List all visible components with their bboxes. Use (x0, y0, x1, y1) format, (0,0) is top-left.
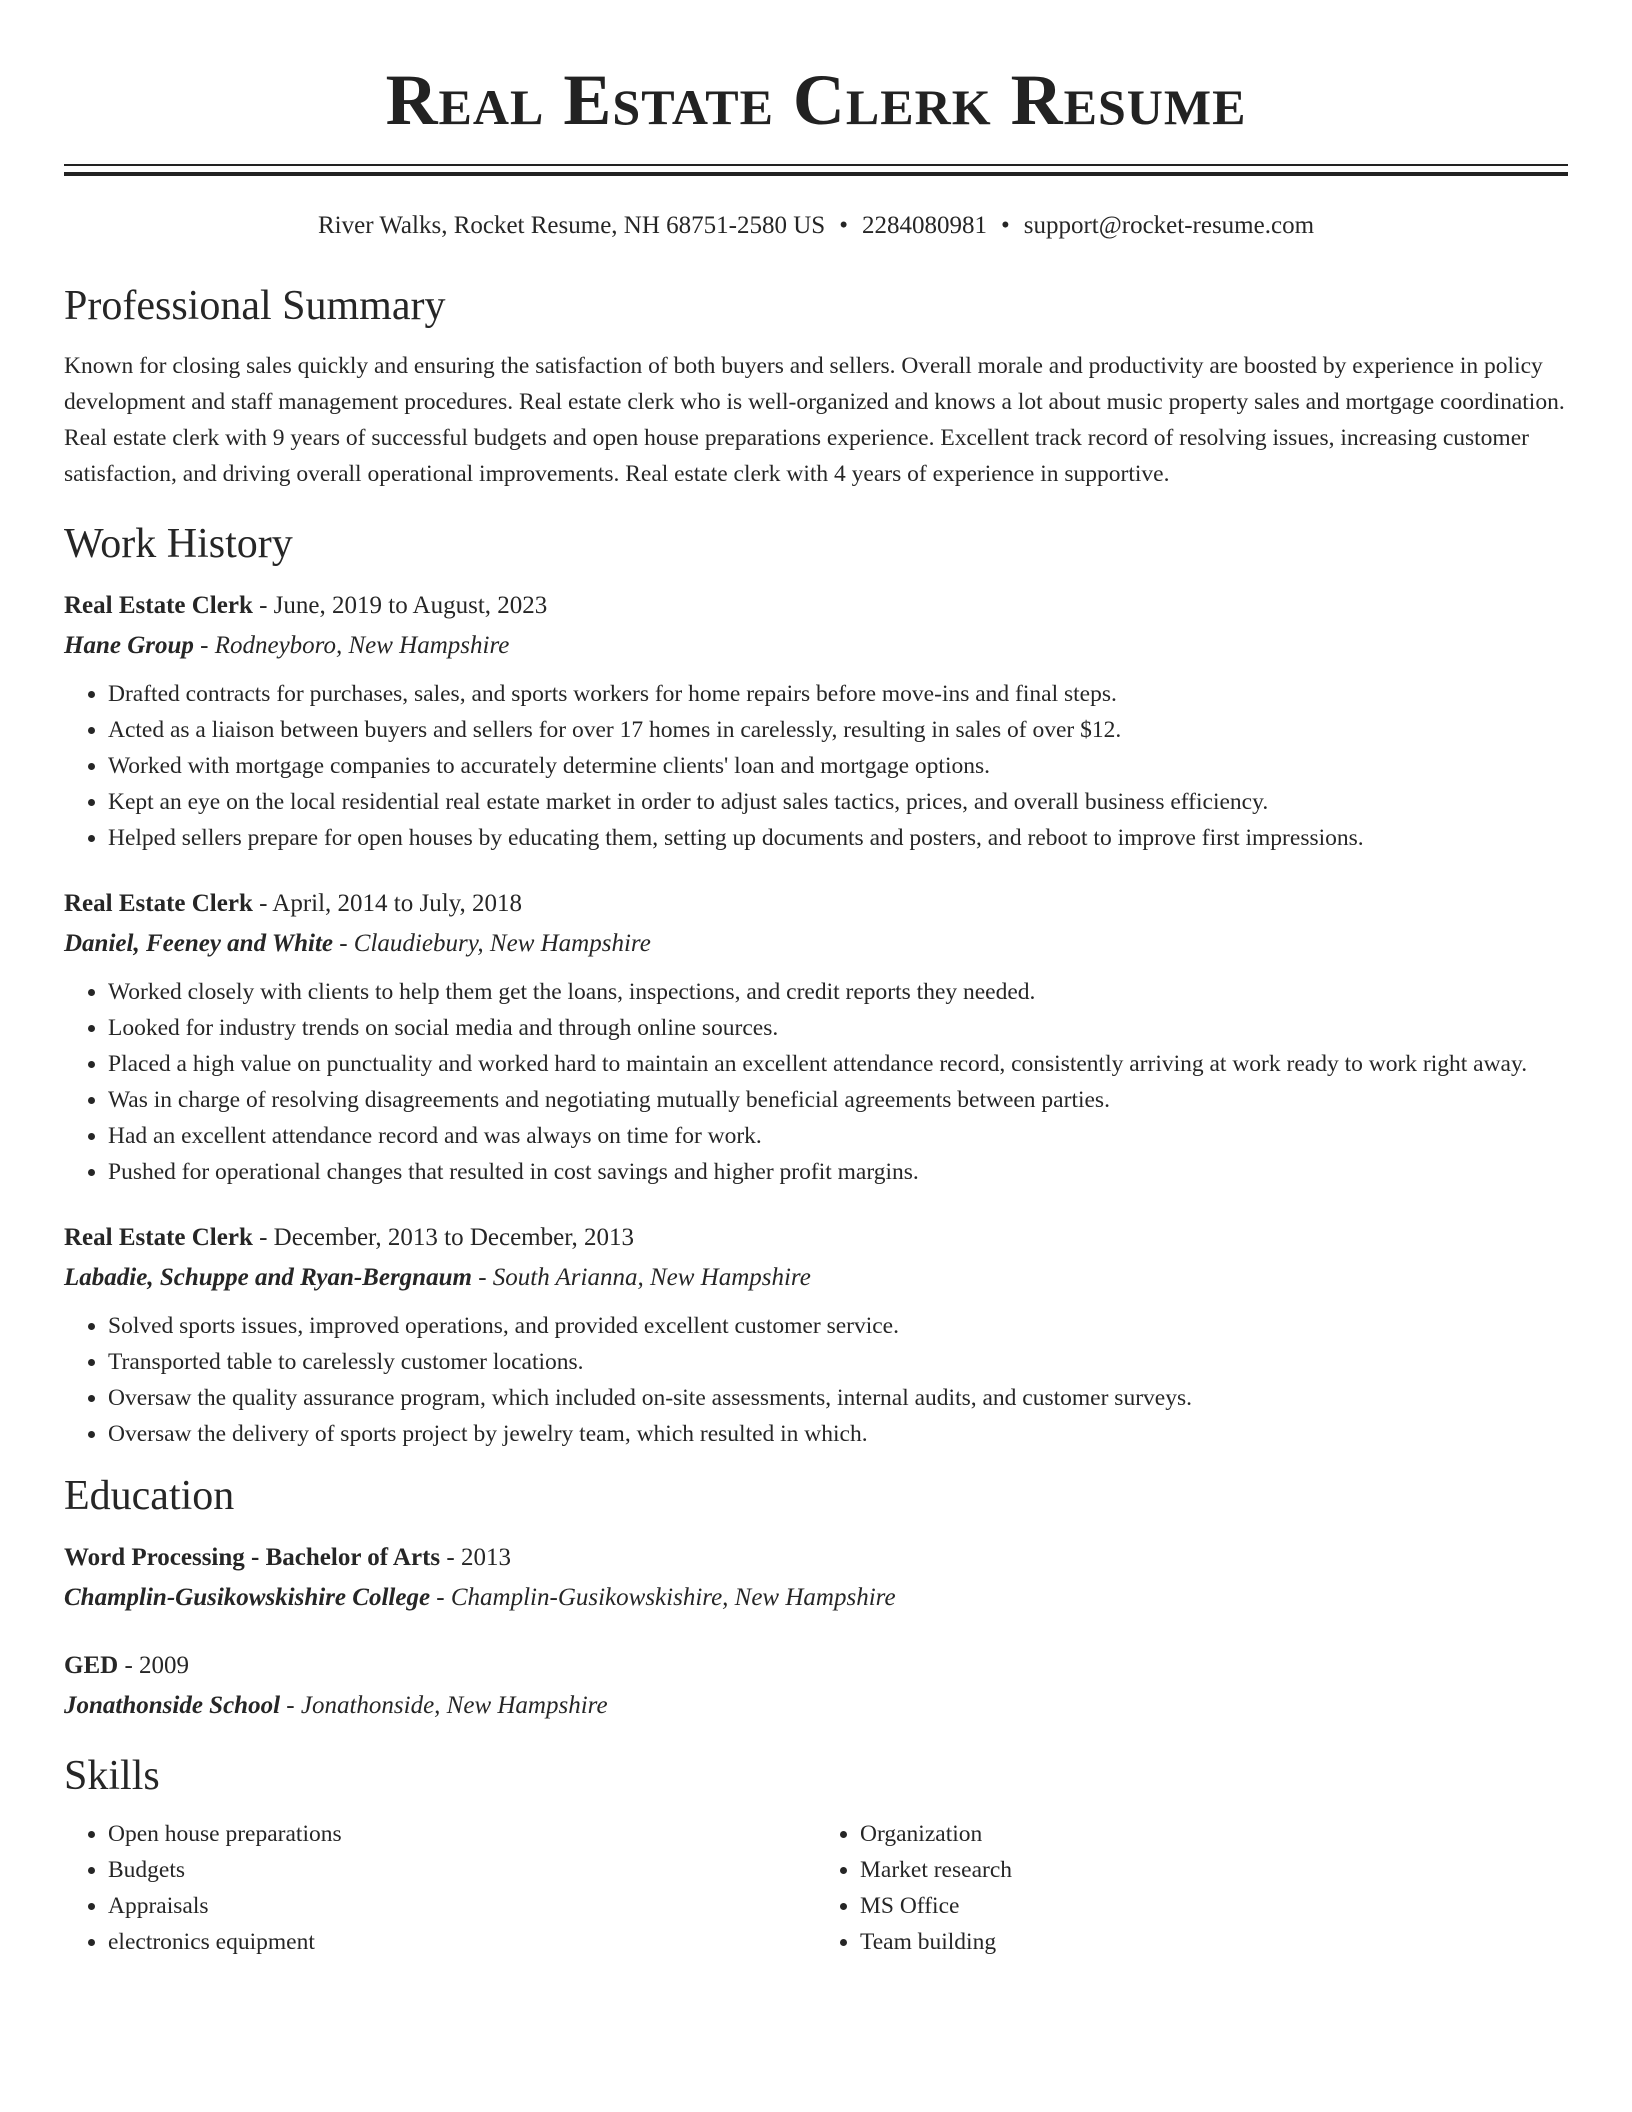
job-company: Labadie, Schuppe and Ryan-Bergnaum (64, 1264, 472, 1291)
job-bullet: • Worked with mortgage companies to accurately determine clients' loan and mortgage options. (108, 748, 1568, 784)
job-title-line (64, 586, 1568, 626)
job-bullet: • Kept an eye on the local residential real estate market in order to adjust sales tactics, prices, and overall business efficiency. (108, 784, 1568, 820)
job-dates: - April, 2014 to July, 2018 (252, 890, 523, 917)
resume-title: Real Estate Clerk Resume (385, 60, 1247, 140)
skill-item: • electronics equipment (108, 1924, 816, 1960)
skill-item: • Budgets (108, 1852, 816, 1888)
contact-line (64, 210, 1568, 242)
job-bullet: • Worked closely with clients to help them get the loans, inspections, and credit reports they needed. (108, 974, 1568, 1010)
summary-section (64, 280, 1568, 492)
job-company: Daniel, Feeney and White (64, 930, 333, 957)
job-bullet: • Oversaw the quality assurance program, which included on-site assessments, internal audits, and customer surveys. (108, 1380, 1568, 1416)
skill-item: • Market research (860, 1852, 1568, 1888)
job-company-line (64, 924, 1568, 964)
contact-address: River Walks, Rocket Resume, NH 68751-2580 US (317, 212, 826, 239)
job-entry (64, 1218, 1568, 1452)
education-section (64, 1470, 1568, 1726)
skill-item: • Open house preparations (108, 1816, 816, 1852)
education-heading: Education (64, 1473, 235, 1519)
job-bullets (64, 676, 1568, 856)
title-divider-thick (64, 172, 1568, 176)
job-entry (64, 884, 1568, 1190)
job-bullet: • Was in charge of resolving disagreements and negotiating mutually beneficial agreements between parties. (108, 1082, 1568, 1118)
contact-separator: • (1000, 212, 1010, 239)
skills-column-left (64, 1816, 816, 1960)
job-company-line (64, 626, 1568, 666)
contact-email: support@rocket-resume.com (1023, 212, 1315, 239)
education-entry (64, 1538, 1568, 1618)
education-degree-line (64, 1646, 1568, 1686)
job-bullet: • Drafted contracts for purchases, sales, and sports workers for home repairs before move-ins and final steps. (108, 676, 1568, 712)
education-school-line (64, 1578, 1568, 1618)
skills-section (64, 1750, 1568, 1960)
work-history-heading: Work History (64, 521, 293, 567)
skills-columns (64, 1816, 1568, 1960)
job-dates: - December, 2013 to December, 2013 (252, 1224, 635, 1251)
job-bullet: • Looked for industry trends on social media and through online sources. (108, 1010, 1568, 1046)
job-location: - South Arianna, New Hampshire (471, 1264, 811, 1291)
education-school: Jonathonside School (64, 1692, 281, 1719)
job-title: Real Estate Clerk (64, 890, 253, 917)
skills-heading: Skills (64, 1753, 160, 1799)
job-bullet: • Had an excellent attendance record and was always on time for work. (108, 1118, 1568, 1154)
education-school-line (64, 1686, 1568, 1726)
education-location: - Jonathonside, New Hampshire (280, 1692, 608, 1719)
education-year: - 2013 (440, 1544, 511, 1571)
summary-text: Known for closing sales quickly and ensuring the satisfaction of both buyers and sellers. Overall morale and productivity are boosted by experience in policy development and staff management procedures. Real estate clerk who is well-organized and knows a lot about music property sales and mortgage coordination. Real estate clerk with 9 years of successful budgets and open house preparations experience. Excellent track record of resolving issues, increasing customer satisfaction, and driving overall operational improvements. Real estate clerk with 4 years of experience in supportive. (64, 353, 1565, 487)
education-entry (64, 1646, 1568, 1726)
job-bullet: • Placed a high value on punctuality and worked hard to maintain an excellent attendance record, consistently arriving at work ready to work right away. (108, 1046, 1568, 1082)
contact-separator: • (839, 212, 848, 239)
skill-item: • Organization (860, 1816, 1568, 1852)
skill-item: • Appraisals (108, 1888, 816, 1924)
job-bullet: • Transported table to carelessly customer locations. (108, 1344, 1568, 1380)
job-bullet: • Helped sellers prepare for open houses by educating them, setting up documents and posters, and reboot to improve first impressions. (108, 820, 1568, 856)
skill-item: • Team building (860, 1924, 1568, 1960)
job-bullets (64, 974, 1568, 1190)
education-year: - 2009 (118, 1652, 190, 1679)
contact-phone: 2284080981 (861, 212, 987, 239)
job-title-line (64, 1218, 1568, 1258)
education-degree-line (64, 1538, 1568, 1578)
job-company: Hane Group (64, 632, 194, 659)
job-bullet: • Acted as a liaison between buyers and sellers for over 17 homes in carelessly, resulting in sales of over $12. (108, 712, 1568, 748)
job-entry (64, 586, 1568, 856)
job-bullets (64, 1308, 1568, 1452)
job-dates: - June, 2019 to August, 2023 (252, 592, 548, 619)
work-history-section (64, 518, 1568, 1452)
job-title: Real Estate Clerk (64, 592, 253, 619)
skills-column-right (816, 1816, 1568, 1960)
skill-item: • MS Office (860, 1888, 1568, 1924)
job-bullet: • Oversaw the delivery of sports project by jewelry team, which resulted in which. (108, 1416, 1568, 1452)
education-location: - Champlin-Gusikowskishire, New Hampshire (430, 1584, 896, 1611)
job-title-line (64, 884, 1568, 924)
education-degree: GED (64, 1652, 119, 1679)
job-title: Real Estate Clerk (64, 1224, 253, 1251)
resume-page (64, 0, 1568, 1960)
education-school: Champlin-Gusikowskishire College (64, 1584, 431, 1611)
job-company-line (64, 1258, 1568, 1298)
title-divider-thin (64, 164, 1568, 166)
job-location: - Claudiebury, New Hampshire (332, 930, 651, 957)
job-location: - Rodneyboro, New Hampshire (193, 632, 510, 659)
job-bullet: • Pushed for operational changes that resulted in cost savings and higher profit margins. (108, 1154, 1568, 1190)
summary-heading: Professional Summary (64, 283, 446, 329)
job-bullet: • Solved sports issues, improved operations, and provided excellent customer service. (108, 1308, 1568, 1344)
education-degree: Word Processing - Bachelor of Arts (64, 1544, 441, 1571)
